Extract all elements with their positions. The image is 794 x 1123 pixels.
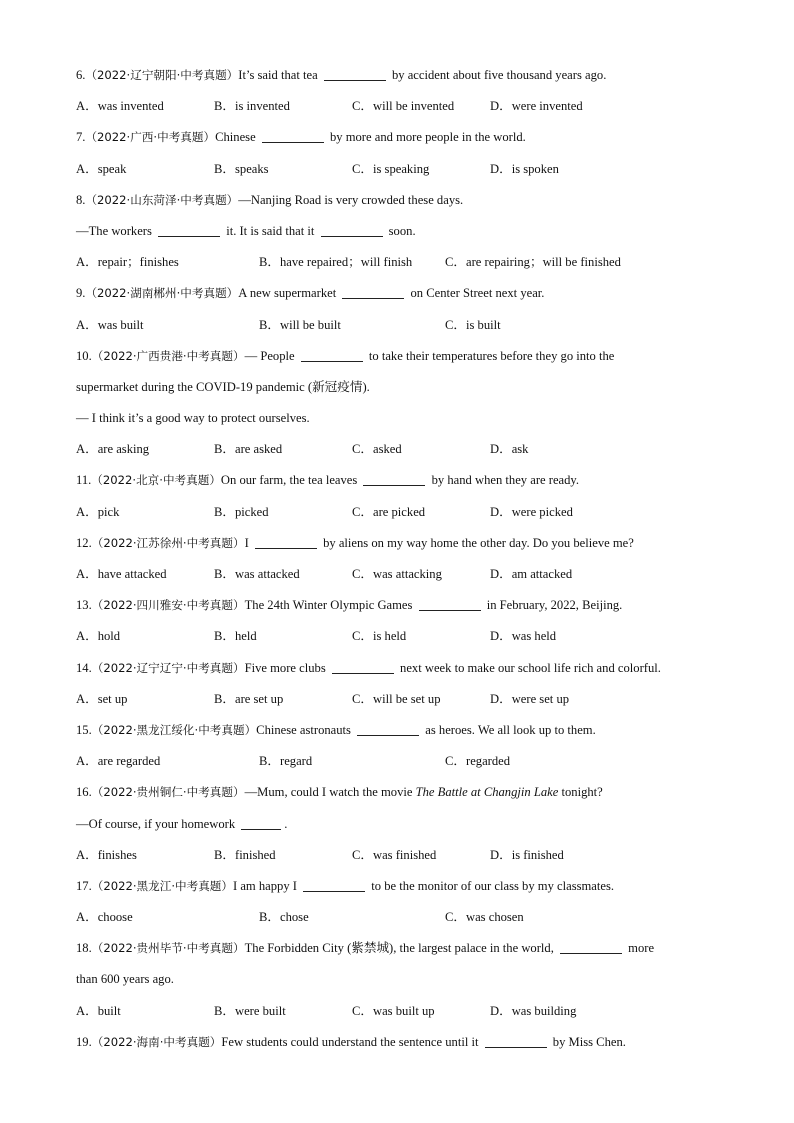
answer-blank (485, 1035, 547, 1048)
question-list (76, 60, 726, 1058)
answer-blank (262, 130, 324, 143)
question-number: 14. (76, 660, 92, 675)
question-source: （2022·贵州铜仁·中考真题） (91, 785, 245, 800)
question-text: by more and more people in the world. (326, 130, 526, 145)
question-number: 18. (76, 941, 92, 956)
question-stem (76, 465, 726, 496)
question-text: it. It is said that it (223, 223, 318, 238)
question-text: —The workers (76, 223, 156, 238)
answer-blank (255, 536, 317, 549)
question-line (76, 216, 726, 247)
question-text: next week to make our school life rich and colorful. (396, 660, 661, 675)
answer-option[interactable]: B．have repaired；will finish (259, 255, 413, 270)
answer-option[interactable]: A．repair；finishes (76, 255, 179, 270)
answer-option[interactable]: B．are set up (214, 691, 284, 706)
question-number: 11. (76, 473, 92, 488)
question-stem (76, 528, 726, 559)
question-text: — People (244, 348, 298, 363)
answer-option[interactable]: A．hold (76, 629, 121, 644)
question-source: （2022·贵州毕节·中考真题） (91, 941, 245, 956)
options-row (76, 154, 726, 185)
question-number: 6. (76, 68, 86, 82)
question-text: in February, 2022, Beijing. (483, 598, 623, 613)
options-row (76, 310, 726, 341)
answer-option[interactable]: C．was built up (352, 1003, 435, 1018)
answer-blank (419, 598, 481, 611)
answer-option[interactable]: B．picked (214, 504, 269, 519)
options-row (76, 91, 726, 122)
question-text: by aliens on my way home the other day. Do you believe me? (319, 535, 634, 550)
answer-option[interactable]: B．was attacked (214, 567, 300, 581)
question-line (76, 809, 726, 840)
answer-option[interactable]: B．regard (259, 754, 313, 769)
question-stem (76, 1027, 726, 1058)
answer-option[interactable]: A．was built (76, 317, 144, 332)
question-stem (76, 933, 726, 964)
answer-option[interactable]: A．pick (76, 504, 120, 519)
question-number: 15. (76, 722, 92, 737)
question-text: Few students could understand the sentence until it (221, 1034, 482, 1049)
question-text: — I think it’s a good way to protect ourselves. (76, 411, 310, 426)
options-row (76, 434, 726, 465)
answer-option[interactable]: C．is held (352, 629, 407, 644)
question-text: The Forbidden City (紫禁城), the largest palace in the world, (244, 941, 558, 956)
question-source: （2022·北京·中考真题） (91, 473, 221, 488)
question-number: 7. (76, 130, 86, 145)
question-text: soon. (385, 223, 416, 238)
answer-blank (560, 941, 622, 954)
answer-option[interactable]: C．was finished (352, 847, 437, 862)
answer-option[interactable]: C．was attacking (352, 567, 442, 581)
answer-option[interactable]: B．will be built (259, 317, 341, 332)
question-text: tonight? (558, 785, 603, 800)
options-row (76, 497, 726, 528)
answer-blank (332, 661, 394, 674)
answer-option[interactable]: A．set up (76, 691, 128, 706)
question-text: It’s said that tea (238, 68, 321, 82)
question-source: （2022·黑龙江绥化·中考真题） (91, 722, 257, 737)
question-text: —Mum, could I watch the movie (244, 785, 416, 800)
question-source: （2022·四川雅安·中考真题） (91, 598, 245, 613)
answer-option[interactable]: C．asked (352, 442, 402, 457)
question-text: —Of course, if your homework (76, 816, 239, 831)
answer-blank (303, 879, 365, 892)
answer-option[interactable]: C．are repairing；will be finished (445, 255, 621, 270)
question-source: （2022·黑龙江·中考真题） (91, 878, 233, 893)
answer-blank (342, 286, 404, 299)
question-stem (76, 278, 726, 309)
question-text: On our farm, the tea leaves (220, 473, 361, 488)
answer-option[interactable]: B．are asked (214, 442, 283, 457)
options-row (76, 247, 726, 278)
options-row (76, 684, 726, 715)
answer-option[interactable]: A．built (76, 1003, 121, 1018)
question-text: to take their temperatures before they go into the (365, 348, 615, 363)
question-text: A new supermarket (238, 286, 340, 301)
answer-blank (158, 224, 220, 237)
answer-option[interactable]: A．are regarded (76, 754, 161, 769)
question-text: The 24th Winter Olympic Games (244, 598, 416, 613)
answer-option[interactable]: C．regarded (445, 754, 511, 769)
question-text: Chinese (215, 130, 259, 145)
answer-option[interactable]: C．is speaking (352, 161, 430, 176)
options-row (76, 559, 726, 590)
options-row (76, 621, 726, 652)
answer-option[interactable]: B．speaks (214, 161, 269, 176)
answer-option[interactable]: B．chose (259, 910, 309, 925)
options-row (76, 840, 726, 871)
question-stem (76, 341, 726, 372)
question-stem (76, 60, 726, 91)
answer-option[interactable]: A．was invented (76, 99, 164, 114)
question-text: by hand when they are ready. (428, 473, 580, 488)
question-number: 8. (76, 192, 86, 207)
question-number: 13. (76, 598, 92, 613)
question-text: by accident about five thousand years ago. (388, 68, 607, 82)
answer-option[interactable]: D．was held (490, 629, 557, 644)
answer-option[interactable]: C．will be set up (352, 691, 441, 706)
question-source: （2022·山东菏泽·中考真题） (85, 192, 239, 207)
answer-option[interactable]: D．were set up (490, 691, 570, 706)
answer-option[interactable]: C．was chosen (445, 910, 524, 925)
options-row (76, 996, 726, 1027)
answer-option[interactable]: D．was building (490, 1003, 577, 1018)
question-text: than 600 years ago. (76, 972, 174, 987)
answer-option[interactable]: D．ask (490, 442, 529, 457)
answer-option[interactable]: C．is built (445, 317, 501, 332)
question-stem (76, 871, 726, 902)
question-text: as heroes. We all look up to them. (422, 722, 596, 737)
answer-blank (301, 349, 363, 362)
question-stem (76, 715, 726, 746)
question-stem (76, 590, 726, 621)
options-row (76, 902, 726, 933)
question-number: 17. (76, 878, 92, 893)
question-source: （2022·江苏徐州·中考真题） (91, 535, 245, 550)
question-number: 16. (76, 785, 92, 800)
question-text: Chinese astronauts (256, 722, 355, 737)
question-text: . (284, 816, 288, 831)
question-source: （2022·辽宁朝阳·中考真题） (85, 68, 239, 82)
answer-blank (321, 224, 383, 237)
question-source: （2022·湖南郴州·中考真题） (85, 286, 239, 301)
options-row (76, 746, 726, 777)
question-text: I (244, 535, 252, 550)
movie-title: The Battle at Changjin Lake (415, 785, 559, 800)
answer-option[interactable]: A．speak (76, 161, 127, 176)
question-text: Five more clubs (244, 660, 329, 675)
answer-option[interactable]: A．finishes (76, 847, 137, 862)
question-text: I am happy I (232, 878, 301, 893)
answer-blank (324, 68, 386, 81)
question-text: more (625, 941, 655, 956)
question-text: by Miss Chen. (549, 1034, 626, 1049)
question-source: （2022·辽宁辽宁·中考真题） (91, 660, 245, 675)
question-number: 12. (76, 535, 92, 550)
question-source: （2022·广西贵港·中考真题） (91, 348, 245, 363)
question-stem (76, 122, 726, 153)
question-stem (76, 185, 726, 216)
question-number: 19. (76, 1034, 92, 1049)
question-number: 9. (76, 286, 86, 301)
answer-option[interactable]: C．will be invented (352, 99, 455, 114)
question-line (76, 403, 726, 434)
answer-option[interactable]: A．are asking (76, 442, 150, 457)
question-line (76, 372, 726, 403)
answer-blank (363, 473, 425, 486)
answer-blank (241, 817, 281, 830)
question-number: 10. (76, 348, 92, 363)
answer-option[interactable]: D．were invented (490, 99, 583, 114)
answer-blank (357, 723, 419, 736)
answer-option[interactable]: D．is finished (490, 847, 564, 862)
answer-option[interactable]: A．choose (76, 910, 133, 925)
answer-option[interactable]: D．were picked (490, 504, 573, 519)
answer-option[interactable]: A．have attacked (76, 567, 167, 581)
question-stem (76, 777, 726, 808)
answer-option[interactable]: B．held (214, 629, 257, 644)
answer-option[interactable]: B．is invented (214, 99, 290, 114)
question-line (76, 964, 726, 995)
answer-option[interactable]: D．am attacked (490, 567, 573, 581)
question-text: —Nanjing Road is very crowded these days. (238, 192, 464, 207)
question-source: （2022·海南·中考真题） (91, 1034, 222, 1049)
answer-option[interactable]: C．are picked (352, 504, 426, 519)
question-text: supermarket during the COVID-19 pandemic (新冠疫情). (76, 379, 370, 394)
answer-option[interactable]: B．were built (214, 1003, 286, 1018)
question-text: to be the monitor of our class by my classmates. (368, 878, 615, 893)
answer-option[interactable]: D．is spoken (490, 161, 559, 176)
question-stem (76, 653, 726, 684)
question-source: （2022·广西·中考真题） (85, 130, 216, 145)
answer-option[interactable]: B．finished (214, 847, 276, 862)
question-text: on Center Street next year. (407, 286, 545, 301)
